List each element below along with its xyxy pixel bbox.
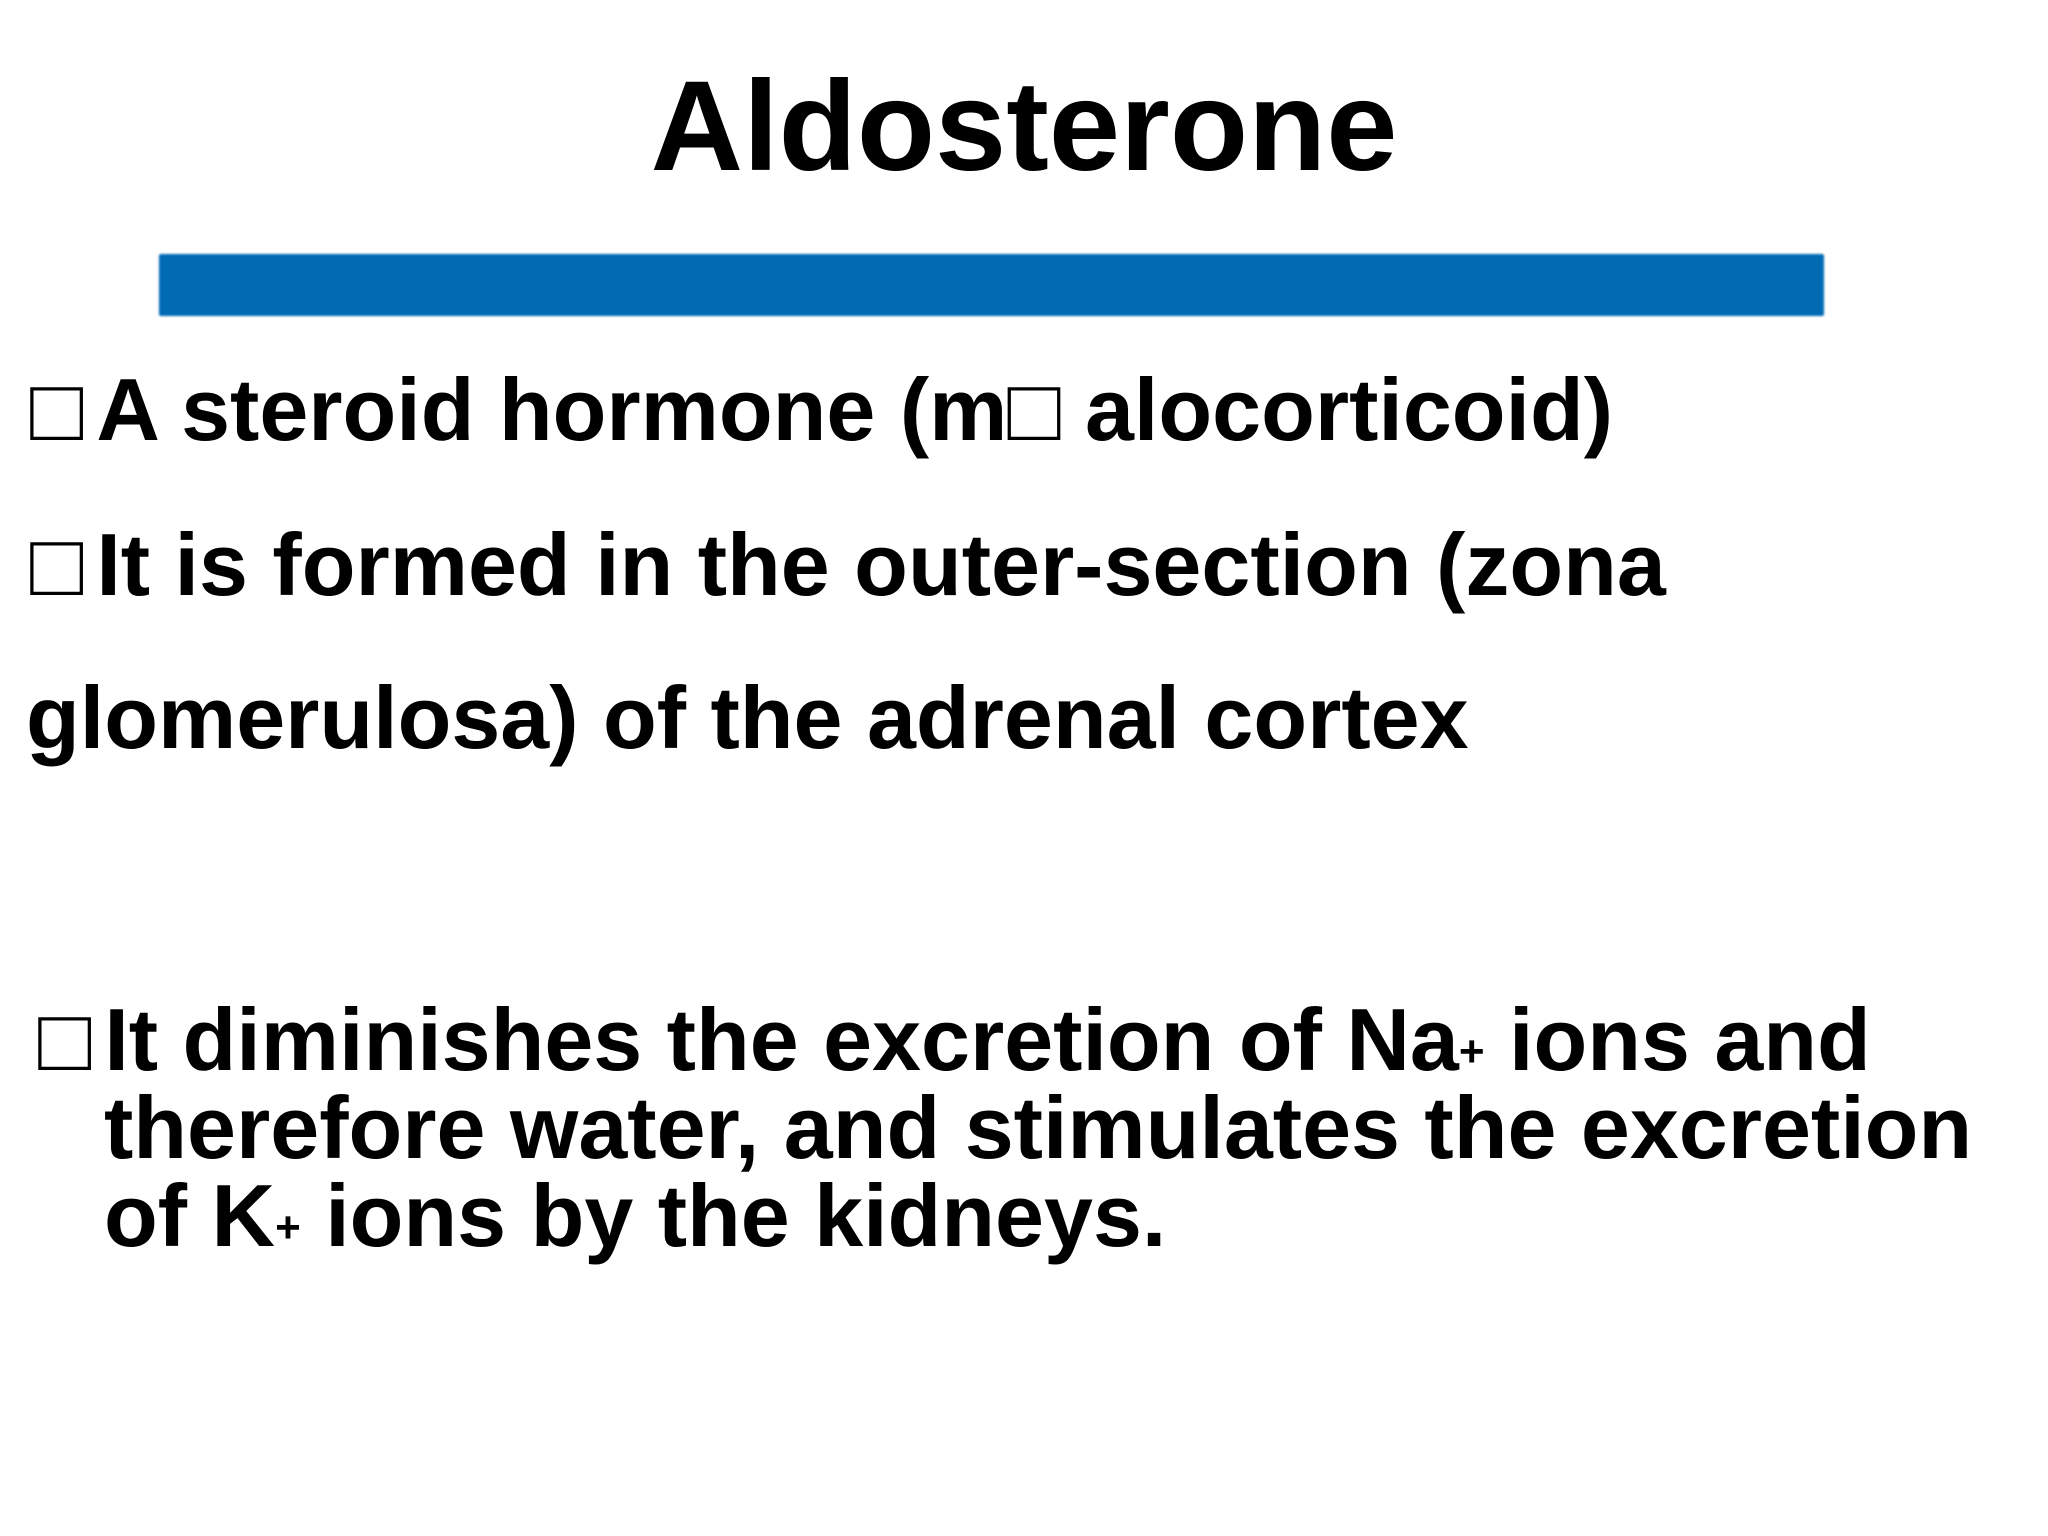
bullet-3-continuation-2 bbox=[104, 1166, 1166, 1266]
bullet-3-line-1b: ions and bbox=[1484, 990, 1871, 1089]
bullet-square-icon: □ bbox=[38, 990, 92, 1089]
bullet-2-line-2: glomerulosa) of the adrenal cortex bbox=[26, 668, 1469, 767]
sodium-charge: + bbox=[1458, 1027, 1485, 1076]
potassium-charge: + bbox=[275, 1203, 301, 1252]
title-underline-bar bbox=[159, 254, 1824, 316]
bullet-3 bbox=[38, 990, 1871, 1090]
bullet-3-line-2: therefore water, and stimulates the excretion bbox=[104, 1078, 1973, 1177]
bullet-2-continuation bbox=[26, 668, 1469, 768]
slide-title: Aldosterone bbox=[650, 55, 1398, 198]
bullet-square-icon: □ bbox=[30, 360, 84, 459]
bullet-3-line-3b: ions by the kidneys. bbox=[300, 1166, 1167, 1265]
bullet-1-text-a: A steroid hormone (m bbox=[96, 360, 1008, 459]
bullet-square-icon: □ bbox=[30, 515, 84, 614]
bullet-3-line-3a: of K bbox=[104, 1166, 276, 1265]
bullet-2-line-1: It is formed in the outer-section (zona bbox=[96, 515, 1666, 614]
bullet-1 bbox=[30, 360, 1613, 460]
bullet-3-line-1a: It diminishes the excretion of Na bbox=[104, 990, 1459, 1089]
missing-glyph-icon: □ bbox=[1007, 360, 1061, 459]
bullet-3-continuation-1 bbox=[104, 1078, 1972, 1178]
bullet-2 bbox=[30, 515, 1666, 615]
bullet-1-text-b: alocorticoid) bbox=[1060, 360, 1614, 459]
